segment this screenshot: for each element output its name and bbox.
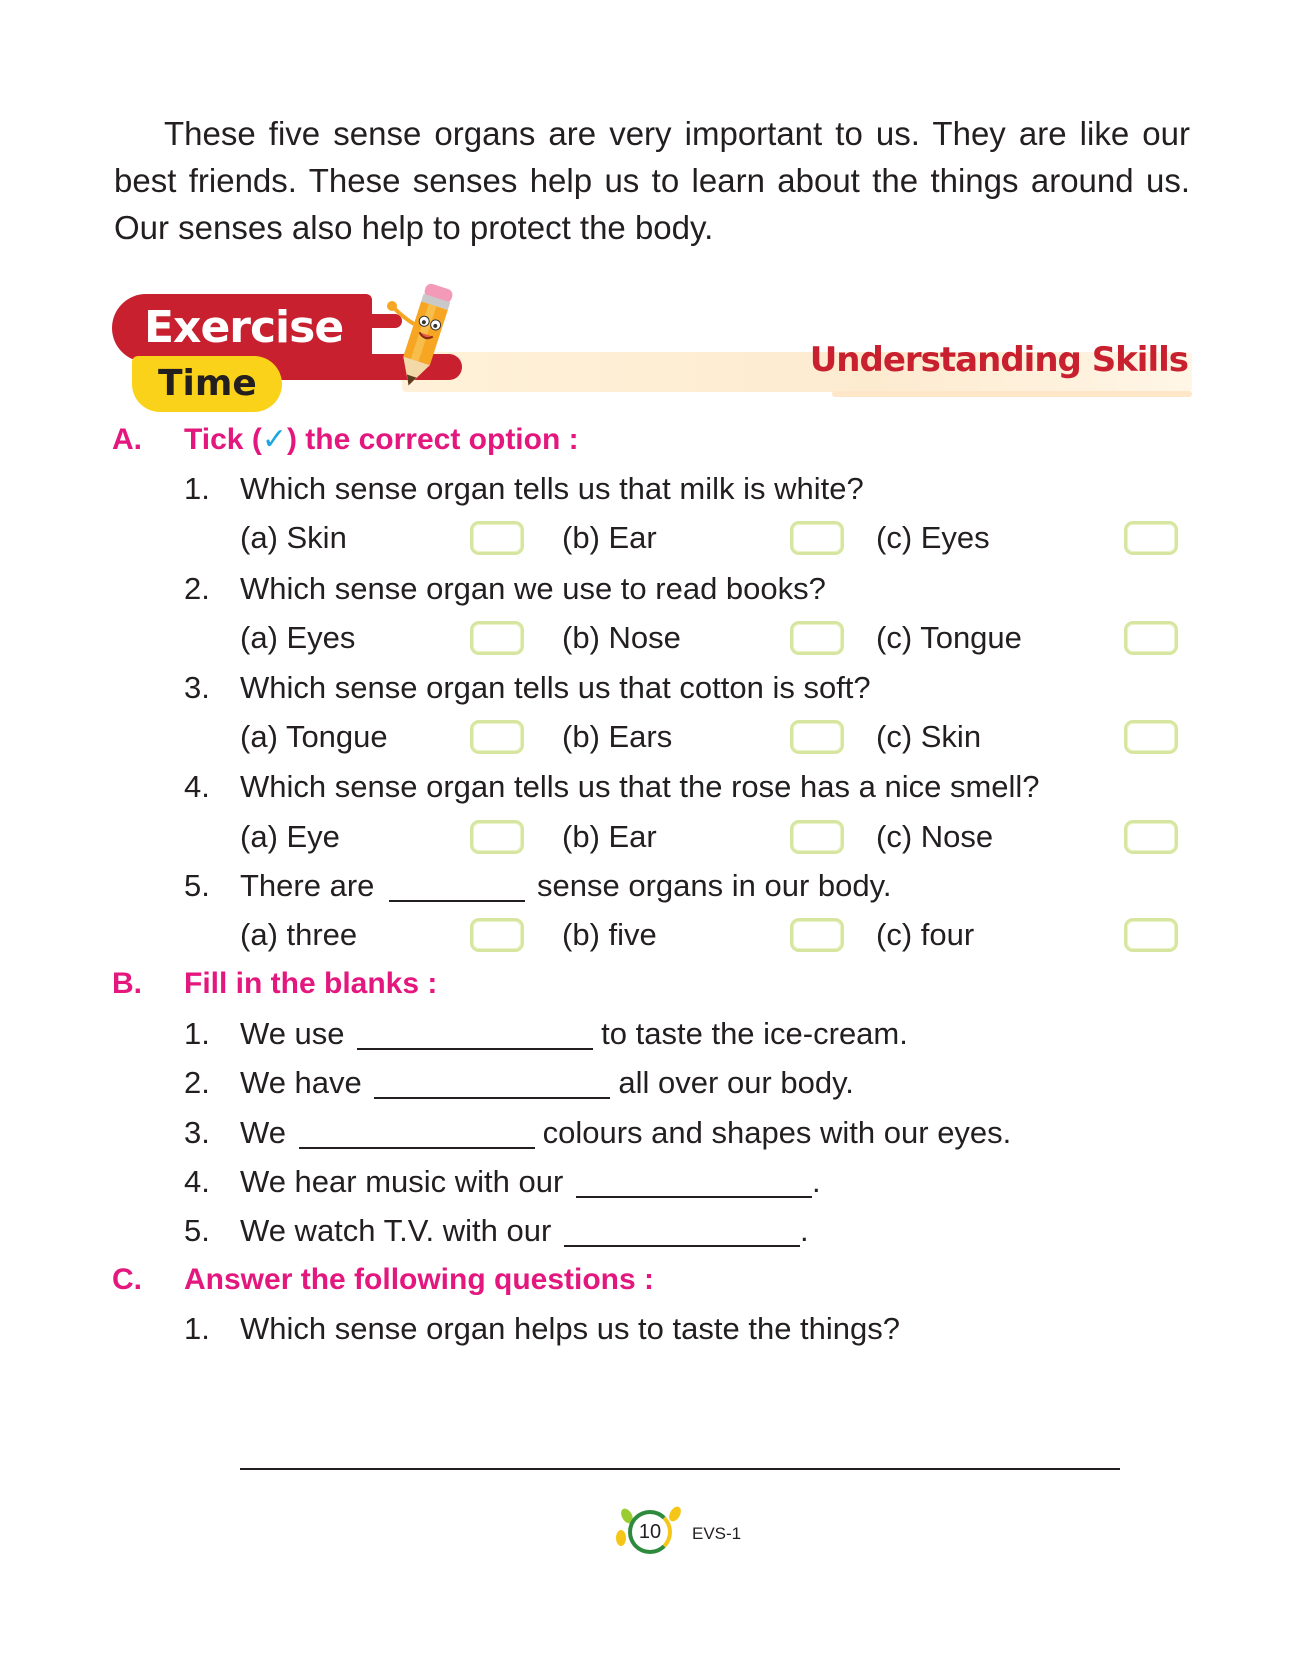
option-label: (c) four bbox=[876, 917, 975, 952]
question-number: 1. bbox=[184, 1311, 210, 1346]
item-text-end: . bbox=[811, 1164, 821, 1199]
question-text: Which sense organ tells us that cotton is soft? bbox=[240, 670, 871, 705]
section-b-heading bbox=[112, 962, 437, 1006]
option-checkbox[interactable] bbox=[470, 621, 524, 655]
question-text: Which sense organ tells us that the rose has a nice smell? bbox=[240, 769, 1040, 804]
item-number: 3. bbox=[184, 1115, 210, 1150]
item-text-end: colours and shapes with our eyes. bbox=[542, 1115, 1012, 1150]
option-label: (a) Eyes bbox=[240, 620, 356, 655]
question-text: There are bbox=[240, 868, 375, 903]
item-number: 5. bbox=[184, 1213, 210, 1248]
option-label: (b) Ears bbox=[562, 719, 673, 754]
pencil-mascot-icon bbox=[384, 278, 464, 398]
question-number: 3. bbox=[184, 670, 210, 705]
option-label: (b) Nose bbox=[562, 620, 681, 655]
leaf-icon bbox=[616, 1530, 626, 1546]
option-checkbox[interactable] bbox=[790, 820, 844, 854]
option-checkbox[interactable] bbox=[1124, 521, 1178, 555]
option-checkbox[interactable] bbox=[1124, 820, 1178, 854]
option-label: (a) Skin bbox=[240, 520, 347, 555]
page-number: 10 bbox=[628, 1510, 672, 1554]
fill-blank-3 bbox=[184, 1111, 1011, 1155]
question-2 bbox=[184, 567, 826, 611]
option-label: (a) Tongue bbox=[240, 719, 388, 754]
item-number: 4. bbox=[184, 1164, 210, 1199]
option-checkbox[interactable] bbox=[470, 918, 524, 952]
option-checkbox[interactable] bbox=[470, 521, 524, 555]
blank-line[interactable] bbox=[374, 1067, 610, 1099]
item-text: We watch T.V. with our bbox=[240, 1213, 552, 1248]
exercise-banner bbox=[112, 288, 1192, 418]
time-label: Time bbox=[132, 356, 282, 412]
blank-line[interactable] bbox=[389, 870, 525, 902]
question-3 bbox=[184, 666, 871, 710]
question-5 bbox=[184, 864, 891, 908]
fill-blank-2 bbox=[184, 1061, 854, 1105]
fill-blank-4 bbox=[184, 1160, 821, 1204]
option-checkbox[interactable] bbox=[1124, 720, 1178, 754]
section-title: Tick ( bbox=[184, 423, 262, 456]
option-label: (c) Eyes bbox=[876, 520, 990, 555]
option-checkbox[interactable] bbox=[790, 521, 844, 555]
answer-line[interactable] bbox=[240, 1468, 1120, 1470]
understanding-skills-label: Understanding Skills bbox=[809, 340, 1188, 380]
exercise-label: Exercise bbox=[112, 294, 372, 362]
option-label: (b) Ear bbox=[562, 520, 657, 555]
option-checkbox[interactable] bbox=[790, 621, 844, 655]
option-checkbox[interactable] bbox=[1124, 621, 1178, 655]
blank-line[interactable] bbox=[357, 1018, 593, 1050]
option-label: (a) three bbox=[240, 917, 358, 952]
item-text: We bbox=[240, 1115, 286, 1150]
section-title: Answer the following questions : bbox=[184, 1263, 655, 1296]
item-text-end: to taste the ice-cream. bbox=[601, 1016, 908, 1051]
item-number: 1. bbox=[184, 1016, 210, 1051]
item-text: We have bbox=[240, 1065, 362, 1100]
book-label: EVS-1 bbox=[692, 1524, 742, 1543]
item-number: 2. bbox=[184, 1065, 210, 1100]
question-1 bbox=[184, 467, 864, 511]
section-title-end: ) the correct option : bbox=[286, 423, 579, 456]
section-title: Fill in the blanks : bbox=[184, 967, 438, 1000]
section-a-heading bbox=[112, 418, 579, 462]
question-text: Which sense organ we use to read books? bbox=[240, 571, 826, 606]
question-text: Which sense organ helps us to taste the things? bbox=[240, 1311, 901, 1346]
section-letter: B. bbox=[112, 967, 142, 1000]
item-text-end: . bbox=[799, 1213, 809, 1248]
section-letter: C. bbox=[112, 1263, 142, 1296]
option-checkbox[interactable] bbox=[790, 720, 844, 754]
option-checkbox[interactable] bbox=[1124, 918, 1178, 952]
question-text-end: sense organs in our body. bbox=[537, 868, 892, 903]
question-number: 5. bbox=[184, 868, 210, 903]
section-letter: A. bbox=[112, 423, 142, 456]
item-text: We use bbox=[240, 1016, 345, 1051]
banner-underline bbox=[832, 391, 1192, 397]
fill-blank-5 bbox=[184, 1209, 809, 1253]
answer-question-1 bbox=[184, 1307, 900, 1351]
page-footer bbox=[608, 1504, 748, 1564]
question-number: 1. bbox=[184, 471, 210, 506]
blank-line[interactable] bbox=[564, 1215, 800, 1247]
option-checkbox[interactable] bbox=[790, 918, 844, 952]
option-label: (c) Nose bbox=[876, 819, 994, 854]
fill-blank-1 bbox=[184, 1012, 908, 1056]
item-text-end: all over our body. bbox=[618, 1065, 854, 1100]
section-c-heading bbox=[112, 1258, 654, 1302]
item-text: We hear music with our bbox=[240, 1164, 564, 1199]
question-number: 2. bbox=[184, 571, 210, 606]
tick-icon: ✓ bbox=[261, 423, 287, 456]
option-label: (b) Ear bbox=[562, 819, 657, 854]
option-label: (b) five bbox=[562, 917, 657, 952]
option-label: (c) Tongue bbox=[876, 620, 1022, 655]
blank-line[interactable] bbox=[299, 1117, 535, 1149]
option-label: (a) Eye bbox=[240, 819, 340, 854]
question-text: Which sense organ tells us that milk is white? bbox=[240, 471, 864, 506]
option-checkbox[interactable] bbox=[470, 720, 524, 754]
intro-paragraph: These five sense organs are very important to us. They are like our best friends. These senses help us to learn about the things around us. Our senses also help to protect the body. bbox=[114, 115, 1190, 246]
option-checkbox[interactable] bbox=[470, 820, 524, 854]
question-4 bbox=[184, 765, 1040, 809]
question-number: 4. bbox=[184, 769, 210, 804]
blank-line[interactable] bbox=[576, 1166, 812, 1198]
option-label: (c) Skin bbox=[876, 719, 982, 754]
